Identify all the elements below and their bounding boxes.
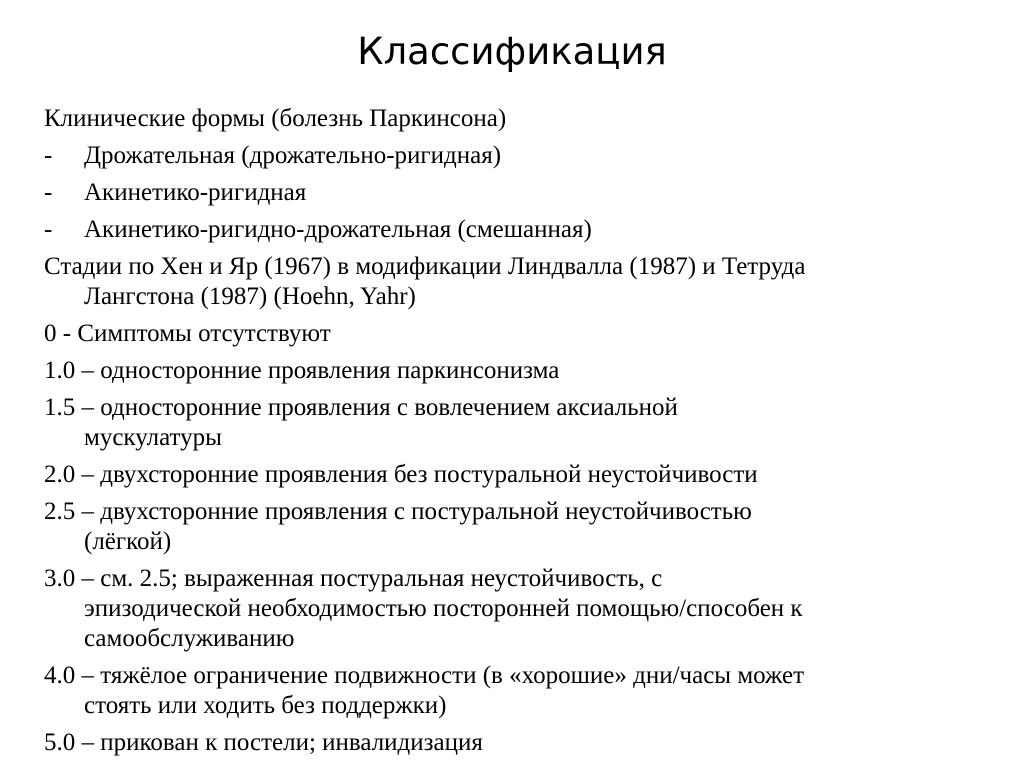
stage-item-2-0 (44, 460, 1014, 490)
stage-text: 1.5 – односторонние проявления с вовлечением аксиальной (44, 394, 678, 421)
bullet-marker: - (44, 216, 53, 243)
slide-body (44, 104, 1014, 765)
stage-text: 3.0 – см. 2.5; выраженная постуральная неустойчивость, с (44, 565, 663, 592)
stage-item-4-0 (44, 661, 1014, 721)
stage-text: 0 - Симптомы отсутствуют (44, 320, 331, 347)
stage-text: 4.0 – тяжёлое ограничение подвижности (в «хорошие» дни/часы может (44, 662, 805, 689)
stage-text-continued: мускулатуры (84, 424, 222, 451)
stage-item-1-0 (44, 356, 1014, 386)
clinical-form-text: Дрожательная (дрожательно-ригидная) (84, 142, 502, 169)
stage-text: 5.0 – прикован к постели; инвалидизация (44, 729, 483, 756)
stage-text-continued: стоять или ходить без поддержки) (84, 692, 447, 719)
clinical-form-text: Акинетико-ригидная (84, 179, 307, 206)
stage-item-2-5 (44, 497, 1014, 557)
stage-item-3-0 (44, 564, 1014, 654)
bullet-marker: - (44, 142, 53, 169)
bullet-marker: - (44, 179, 53, 206)
slide-title: Классификация (357, 30, 667, 73)
stages-heading-line2: Лангстона (1987) (Hoehn, Yahr) (84, 283, 416, 310)
stage-text-continued: (лёгкой) (84, 528, 172, 555)
stages-heading (44, 252, 1014, 312)
clinical-form-item (44, 141, 1014, 171)
clinical-form-item (44, 178, 1014, 208)
stage-item-1-5 (44, 393, 1014, 453)
clinical-form-text: Акинетико-ригидно-дрожательная (смешанная) (84, 216, 592, 243)
stage-text: 2.0 – двухсторонние проявления без постуральной неустойчивости (44, 461, 758, 488)
stage-text-continued: самообслуживанию (84, 625, 295, 652)
stage-item-5-0 (44, 728, 1014, 758)
stage-text: 1.0 – односторонние проявления паркинсонизма (44, 357, 560, 384)
clinical-forms-heading: Клинические формы (болезнь Паркинсона) (44, 105, 507, 132)
stage-text-continued: эпизодической необходимостью посторонней помощью/способен к (84, 595, 803, 622)
stage-text: 2.5 – двухсторонние проявления с постуральной неустойчивостью (44, 498, 752, 525)
stages-heading-line1: Стадии по Хен и Яр (1967) в модификации Линдвалла (1987) и Тетруда (44, 253, 806, 280)
stage-item-0 (44, 319, 1014, 349)
clinical-form-item (44, 215, 1014, 245)
